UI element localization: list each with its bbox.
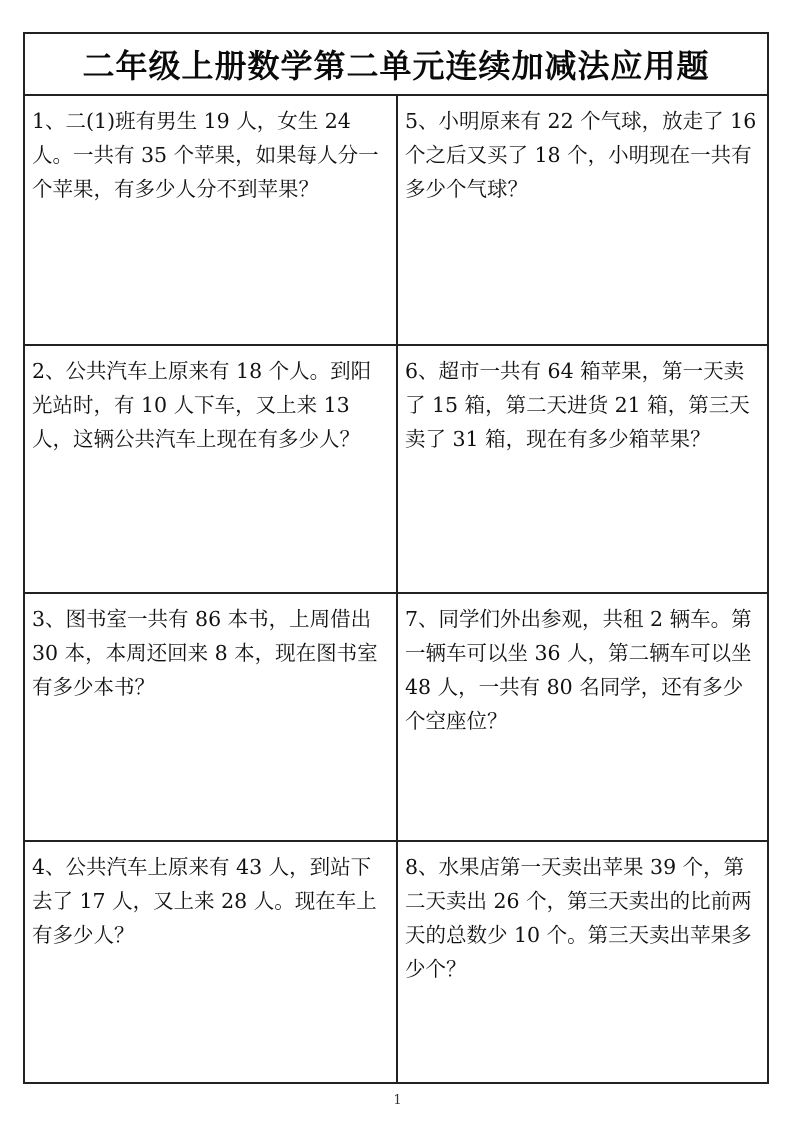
- worksheet-title: 二年级上册数学第二单元连续加减法应用题: [82, 47, 710, 85]
- problem-cell-8: [398, 840, 767, 1082]
- problem-3-text: 3、图书室一共有 86 本书，上周借出 30 本，本周还回来 8 本，现在图书室有多少本书？: [32, 607, 378, 699]
- page-number: 1: [393, 1093, 402, 1108]
- problem-cell-5: [398, 96, 767, 344]
- problem-1-text: 1、二(1)班有男生 19 人，女生 24 人。一共有 35 个苹果，如果每人分一个苹果，有多少人分不到苹果？: [32, 109, 379, 201]
- problem-cell-7: [398, 592, 767, 840]
- problem-cell-1: [25, 96, 398, 344]
- worksheet-table: [23, 32, 769, 1084]
- problem-8-text: 8、水果店第一天卖出苹果 39 个，第二天卖出 26 个，第三天卖出的比前两天的总数少 10 个。第三天卖出苹果多少个？: [405, 855, 752, 981]
- problem-4-text: 4、公共汽车上原来有 43 人，到站下去了 17 人，又上来 28 人。现在车上有多少人？: [32, 855, 377, 947]
- problem-2-text: 2、公共汽车上原来有 18 个人。到阳光站时，有 10 人下车，又上来 13 人，这辆公共汽车上现在有多少人？: [32, 359, 372, 451]
- problem-cell-2: [25, 344, 398, 592]
- problem-6-text: 6、超市一共有 64 箱苹果，第一天卖了 15 箱，第二天进货 21 箱，第三天卖了 31 箱，现在有多少箱苹果？: [405, 359, 750, 451]
- problem-grid: [25, 96, 767, 1082]
- problem-5-text: 5、小明原来有 22 个气球，放走了 16 个之后又买了 18 个，小明现在一共有多少个气球？: [405, 109, 757, 201]
- problem-7-text: 7、同学们外出参观，共租 2 辆车。第一辆车可以坐 36 人，第二辆车可以坐 48 人，一共有 80 名同学，还有多少个空座位？: [405, 607, 752, 733]
- title-row: [25, 34, 767, 96]
- problem-cell-6: [398, 344, 767, 592]
- problem-cell-4: [25, 840, 398, 1082]
- problem-cell-3: [25, 592, 398, 840]
